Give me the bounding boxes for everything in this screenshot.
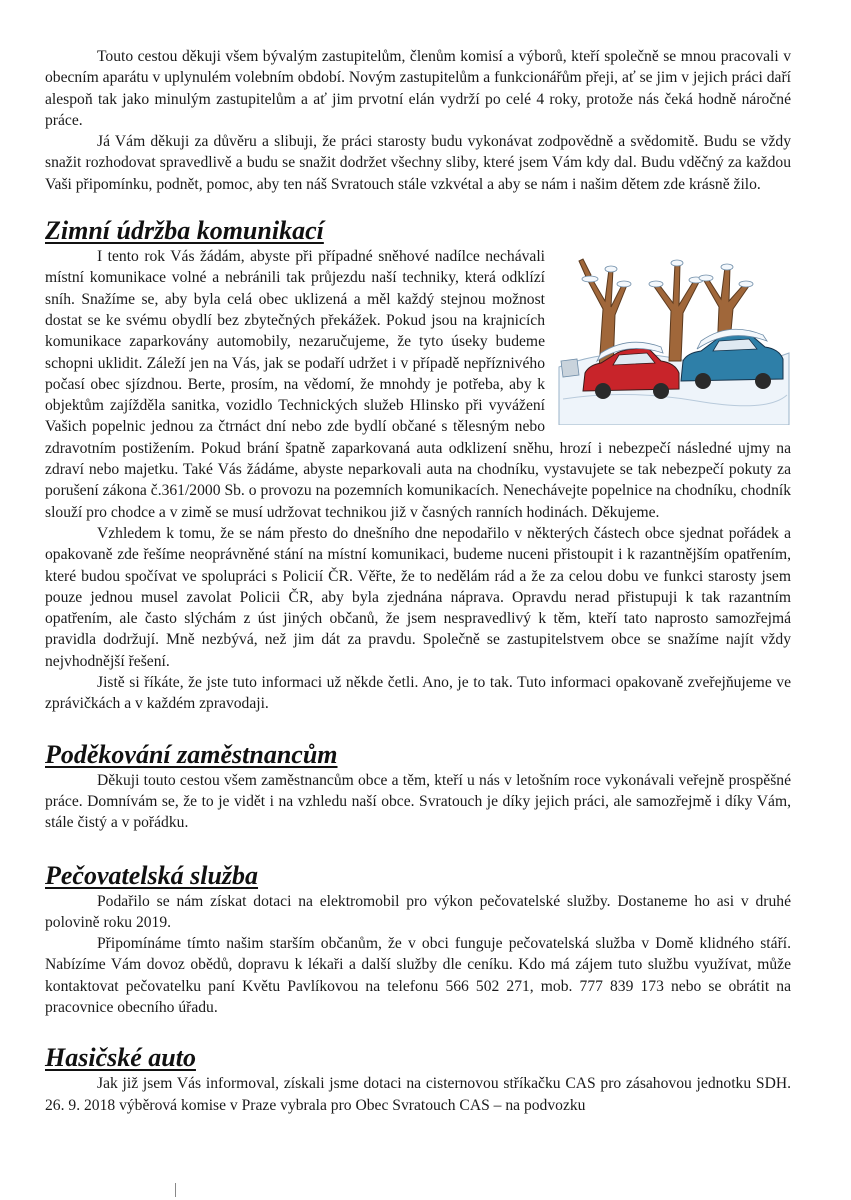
care-paragraph-2: Připomínáme tímto našim starším občanům, že v obci funguje pečovatelská služba v Domě klidného stáří. Nabízíme Vám dovoz obědů, dopravu k lékaři a další služby dle ceníku. Kdo má zájem tuto službu využívat, může kontaktovat pečovatelku paní Květu Pavlíkovou na telefonu 566 502 271, mob. 777 839 173 nebo se obrátit na pracovnice obecního úřadu. (45, 935, 791, 1016)
intro-paragraph-2: Já Vám děkuji za důvěru a slibuji, že práci starosty budu vykonávat zodpovědně a svědomitě. Budu se vždy snažit rozhodovat spravedlivě a budu se snažit dodržet všechny sliby, které jsem Vám kdy dal. Budu vděčný za každou Vaši připomínku, podnět, pomoc, aby ten náš Svratouch stále vzkvétal a aby se nám i našim dětem zde krásně žilo. (45, 133, 791, 193)
winter-paragraph-2: Vzhledem k tomu, že se nám přesto do dnešního dne nepodařilo v některých částech obce sjednat pořádek a opakovaně zde řešíme neoprávněné stání na místní komunikaci, budeme nuceni přistoupit i k razantnějším opatřením, které budou spočívat ve spolupráci s Policií ČR. Věřte, že to nedělám rád a že za celou dobu ve funkci starosty jsem pouze jednou musel zavolat Policii ČR, aby byla zjednána náprava. Opravdu nerad přistupuji k tak razantním opatřením, ale často slýchám z úst jiných občanů, že jsem nespravedlivý k těm, kteří tato naprosto samozřejmá pravidla dodržují. Mně nezbývá, než jim dát za pravdu. Společně se zastupitelstvem obce se snažíme najít vždy nejvhodnější řešení. (45, 524, 791, 670)
newsletter-page (45, 46, 791, 1116)
winter-paragraph-3: Jistě si říkáte, že jste tuto informaci už někde četli. Ano, je to tak. Tuto informaci opakovaně zveřejňujeme ve zprávičkách a v každém zpravodaji. (45, 674, 791, 713)
fire-truck-heading: Hasičské auto (45, 1043, 196, 1073)
fire-paragraph: Jak již jsem Vás informoval, získali jsme dotaci na cisternovou stříkačku CAS pro zásahovou jednotku SDH. 26. 9. 2018 výběrová komise v Praze vybrala pro Obec Svratouch CAS – na podvozku (45, 1075, 791, 1114)
winter-paragraph-1: I tento rok Vás žádám, abyste při případné sněhové nadílce nechávali místní komunikace volné a nebránili tak průjezdu naší techniky, která odklízí sníh. Snažíme se, aby byla celá obec uklizená a měl každý stejnou možnost dostat se ke svému obydlí bez zbytečných překážek. Pokud jsou na krajnicích komunikace zaparkovány automobily, nezaručujeme, že tyto úseky budeme schopni uklidit. Záleží jen na Vás, jak se podaří udržet i v případě nepříznivého počasí obec sjízdnou. Berte, prosím, na vědomí, že mnohdy je potřeba, aby k objektům zajížděla sanitka, vozidlo Technických služeb Hlinsko při vyvážení Vašich popelnic jednou za čtrnáct dní nebo zde bydlí občané s tělesným nebo zdravotním postižením. Pokud brání špatně zaparkovaná auta odklizení sněhu, hrozí i nebezpečí následné ujmy na zdraví nebo majetku. Také Vás žádáme, abyste neparkovali auta na chodníku, vystavujete se tak nebezpečí pokuty za porušení zákona č.361/2000 Sb. o provozu na pozemních komunikacích. Nenechávejte popelnice na chodníku, chodník slouží pro chodce a v zimě se musí udržovat technikou již v časných ranních hodinách. Děkujeme. (45, 248, 791, 521)
winter-maintenance-heading: Zimní údržba komunikací (45, 216, 324, 246)
snowy-cars-illustration (557, 249, 791, 425)
care-service-heading: Pečovatelská služba (45, 860, 259, 890)
thanks-paragraph: Děkuji touto cestou všem zaměstnancům obce a těm, kteří u nás v letošním roce vykonávali veřejně prospěšné práce. Domnívám se, že to je vidět i na vzhledu naší obce. Svratouch je díky jejich práci, ale samozřejmě i díky Vám, stále čistý a v pořádku. (45, 771, 791, 832)
page-edge-mark (175, 1183, 176, 1197)
care-paragraph-1: Podařilo se nám získat dotaci na elektromobil pro výkon pečovatelské služby. Dostaneme ho asi v druhé polovině roku 2019. (45, 892, 791, 931)
intro-paragraph-1: Touto cestou děkuji všem bývalým zastupitelům, členům komisí a výborů, kteří společně se mnou pracovali v obecním aparátu v uplynulém volebním období. Novým zastupitelům a funkcionářům přeji, ať se jim v jejich práci daří alespoň tak jako minulým zastupitelům a ať jim prvotní elán vydrží po celé 4 roky, protože nás čeká hodně náročné práce. (45, 48, 791, 129)
employee-thanks-heading: Poděkování zaměstnancům (45, 739, 338, 769)
